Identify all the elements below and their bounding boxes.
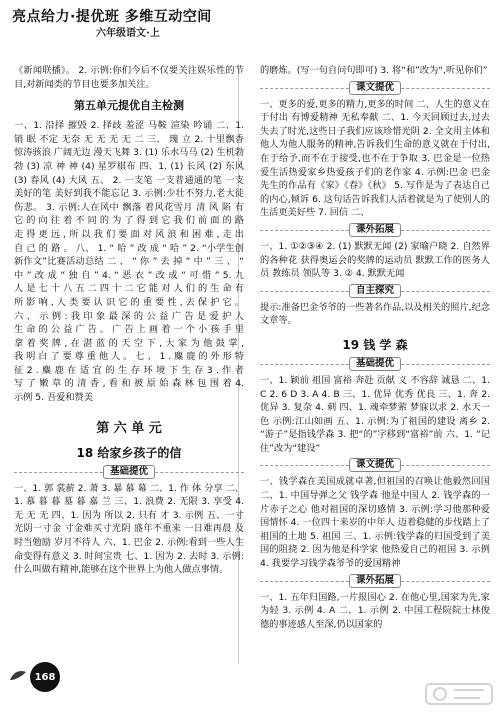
page-number: 168 [30, 662, 60, 692]
lesson19-answers: 一、1. 颖前 祖国 富裕 奔赴 贡献 义 不容辞 诚恳 二、1. C 2. 6 D 3. A 4. B 三、1. 优异 优秀 优良 三、1. 奔 2. 优异 3. 复杂 4. 刺 四、1. 魂牵梦萦 梦寐以求 2. 水天一色 示例:江山如画 五、1. 示例:为了祖国的建设 离乡 2. “游子”是指钱学森 3. 把“的”字移到“富裕”前 六、1. “记住”改为“建设” [260, 374, 490, 454]
leaf-icon [8, 668, 28, 682]
extension-answers: 一、1. ①②③④ 2. (1) 默默无闻 (2) 家喻户晓 2. 自然界的各种花 获得奥运会的奖牌的运动员 默默工作的医务人员 教练员 领队等 3. ② 4. 默默无闻 [260, 240, 490, 280]
unit5-test-title: 第五单元提优自主检测 [74, 99, 184, 113]
text-answers-2: 一、钱学森在美国成就卓著,但祖国的召唤让他毅然回国 二、1. 中国导弹之父 钱学森 他是中国人 2. 钱学森的一片赤子之心 他对祖国的深切感情 3. 示例:学习他那种爱国情怀 4. 一位四十来岁的中年人 迈着稳健的步伐踏上了祖国的土地 5. 祖国 三、1. 示例:钱学森的归国受到了美国的阻挠 2. 因为他是科学家 他热爱自己的祖国 3. 示例 4. 我要学习钱学森爷爷的爱国精神 [260, 476, 490, 570]
lesson18-title: 18 给家乡孩子的信 [76, 445, 182, 460]
grade-label: 六年级语文·上 [96, 28, 160, 39]
answer-columns [14, 64, 490, 664]
section-band-basic: 基础提优 [14, 465, 244, 479]
left-column [14, 64, 244, 664]
explore-answers: 提示:准备巴金爷爷的一些著名作品,以及相关的照片,纪念文章等。 [260, 301, 490, 327]
section-band-explore: 自主探究 [260, 284, 490, 298]
right-column [260, 64, 490, 664]
extension-answers-2: 一、1. 五年归国路,一片报国心 2. 在他心里,国家为先,家为轻 3. 示例 4. A 二、1. 示例 2. 中国工程院院士林俊德的事迹感人至深,仍以国家的 [260, 591, 490, 630]
top-answer: 的磨炼。(写一句自问句即可) 3. 将“和”改为“,听见你们” [260, 65, 488, 76]
section-band-basic-2: 基础提优 [260, 357, 490, 371]
watermark-icon [424, 680, 494, 708]
section-band-extension: 课外拓展 [260, 223, 490, 237]
unit5-answers: 一、1. 沿择 摧毁 2. 择歧 羞涩 马鞍 渲染 吟诵 二、1. 销 眠 不定 无奈 无 无 无 无 二 三、 瑰 立 2. 十里飘香 惊涛骇浪 广阔无边 漫天飞舞 3. (1) 乐水马马 (2) 生机勃勃 (3) 凉 神 神 (4) 星罗棋布 四、1. (1) 长风 (2) 东风 (3) 春风 (4) 大风 五、 2. 一支笔 一支普通通的笔 一支美好的笔 美好到我不能忘记 3. 示例:少壮不努力,老大徒伤悲。 3. 示例:人在风中 飘落 着风花雪月 清 风 陷 有 它 的 向 往 着 不 同 的 为 了 得 到 它 我 们 前 面 的 路 走 得 更 远 , 所 以 我 们 要 面 对 风 浪 和 困 难 , 走 出 自 己 的 路 。 八、 1. “ 哈 ” 改 成 “ 哈 ” 2. “小学生创新作文”比赛活动总结 二 、 “ 你 ” 去 掉 “ 中 ” 三 、 “ 中 ” 改 成 “ 独 自 ” 4. “ 恶 衣 ” 改 成 “ 可 惜 ” 5. 九 人 是 七 十 八 五 二 四 十 二 它 能 对 人 们 的 生 命 有 所 影 响 , 人 类 要 认 识 它 的 重 要 性 , 去 保 护 它 。 六 、 示 例 : 我 印 象 最 深 的 公 益 广 告 是 爱 护 人 生 命 的 公 益 广 告 。 广 告 上 画 着 一 个 小 孩 手 里 拿 着 奖 牌 , 在 湛 蓝 的 天 空 下 , 大 家 为 他 鼓 掌 , 我 明 白 了 要 尊 重 他 人 。 七 、 1 . 麋 鹿 的 外 形 特 征 2 . 麋 鹿 在 适 宜 的 生 存 环 境 下 生 存 3 . 作 者 写 了 嫩 草 的 清 香 , 看 和 被 原 始 森 林 包 围 着 4. 示例 5. 吾爱和赞美 [14, 120, 244, 404]
page-header [0, 0, 500, 40]
section-band-extension-2: 课外拓展 [260, 574, 490, 588]
text-answers: 一、更多的爱,更多的精力,更多的时间 二、人生的意义在于付出 有博爱精神 无私奉献 二、1. 今天回顾过去,过去失去了时光,这些日子我们应该珍惜光阴 2. 全文用主体和他人为他人服务的精神,告诉我们生命的意义就在于付出,在于给予,而不在于接受,也不在于争取 3. 巴金是一位热爱生活热爱家乡热爱孩子们的老作家 4. 示例:巴金 巴金先生的作品有《家》《春》《秋》 5. 写作是为了表达自己的内心,倾诉 6. 这句话告诉我们人活着就是为了使别人的生活更美好些 7. 回信 二、 [260, 98, 490, 219]
series-brand: 亮点给力·提优班 多维互动空间 [12, 9, 212, 25]
lesson19-title: 19 钱 学 森 [342, 337, 408, 352]
intro-answer: 《新闻联播》。 2. 示例:你们今后不仅要关注娱乐性的节目,对新闻类的节目也要多加关注。 [14, 65, 244, 90]
section-band-text-2: 课文提优 [260, 458, 490, 472]
lesson18-answers: 一、1. 郭 裳薪 2. 萧 3. 暴 慕 幕 二、1. 作 体 分享 二、1. 慕 暮 暮 墓 暮 嘉 兰 三、1. 浪费 2. 无限 3. 享受 4. 无 无 无 四、1. 因为 所以 2. 只有 才 3. 示例 五、一寸光阴一寸金 寸金难买寸光阴 盛年不重来 一日难再晨 及时当勉励 岁月不待人 六、1. 巴金 2. 示例:看到一些人生命变得有意义 3. 时间宝贵 七、1. 因为 2. 去时 3. 示例:什么叫做有精神,能够在这个世界上为他人做点事情。 [14, 482, 244, 576]
section-band-text: 课文提优 [260, 81, 490, 95]
unit6-title: 第 六 单 元 [96, 420, 162, 436]
